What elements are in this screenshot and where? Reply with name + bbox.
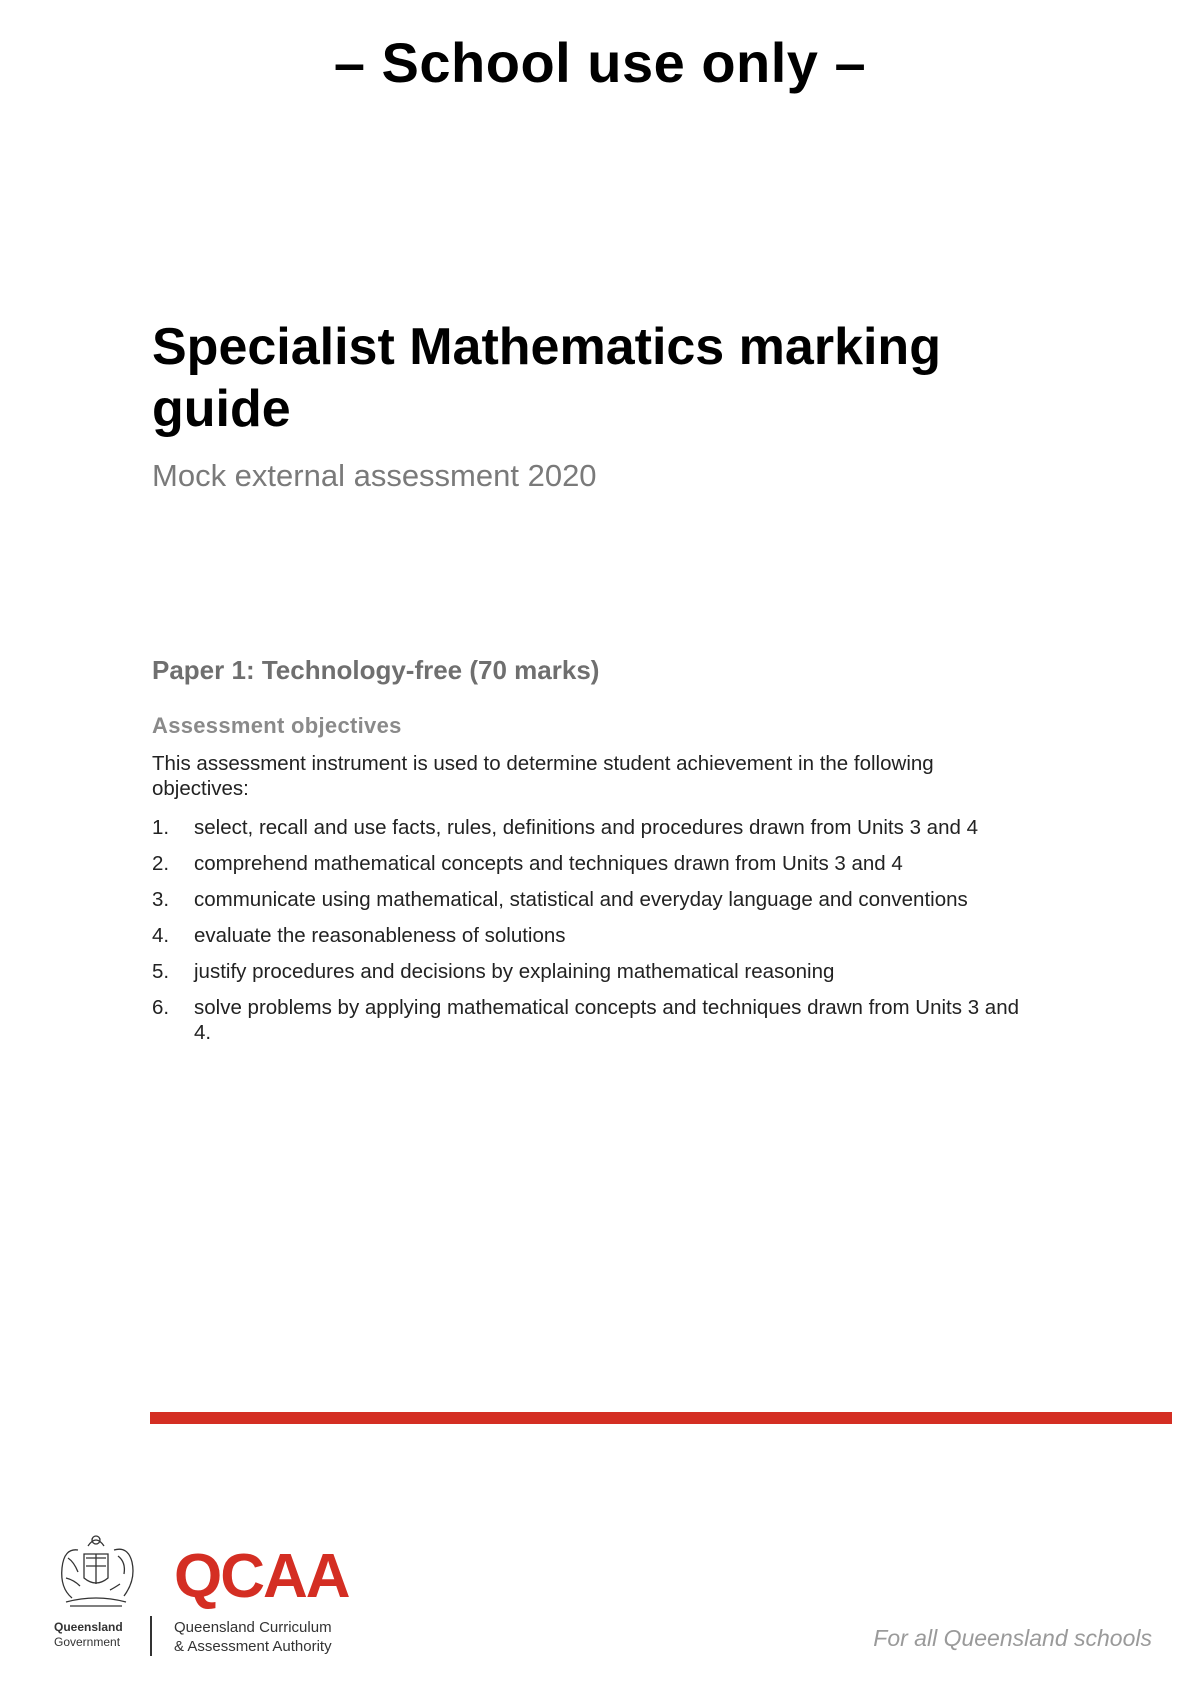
gov-line-1: Queensland [54, 1620, 123, 1634]
list-item-number: 5. [152, 960, 170, 983]
gov-line-2: Government [54, 1635, 121, 1649]
list-item [152, 815, 1032, 840]
document-subtitle: Mock external assessment 2020 [152, 458, 597, 493]
list-item-number: 3. [152, 888, 170, 911]
footer-tagline: For all Queensland schools [873, 1625, 1152, 1651]
document-title: Specialist Mathematics marking guide [152, 318, 941, 438]
queensland-government-wordmark [54, 1620, 123, 1650]
list-item-text: comprehend mathematical concepts and techniques drawn from Units 3 and 4 [194, 852, 903, 875]
objectives-intro: This assessment instrument is used to determine student achievement in the following objectives: [152, 752, 934, 800]
list-item-number: 4. [152, 924, 170, 947]
list-item [152, 995, 1032, 1045]
objectives-list [152, 815, 1032, 1056]
list-item-number: 2. [152, 852, 170, 875]
footer-red-rule [150, 1412, 1172, 1424]
list-item [152, 851, 1032, 876]
list-item-number: 1. [152, 816, 170, 839]
qcaa-name-line-2: & Assessment Authority [174, 1638, 332, 1655]
paper-heading: Paper 1: Technology-free (70 marks) [152, 655, 600, 685]
objectives-heading: Assessment objectives [152, 713, 402, 738]
list-item-number: 6. [152, 996, 170, 1019]
list-item-text: communicate using mathematical, statistical and everyday language and conventions [194, 888, 968, 911]
qcaa-name-line-1: Queensland Curriculum [174, 1619, 332, 1636]
list-item-text: solve problems by applying mathematical concepts and techniques drawn from Units 3 and 4. [194, 996, 1019, 1044]
list-item [152, 959, 1032, 984]
logo-divider [150, 1616, 152, 1656]
list-item [152, 923, 1032, 948]
qcaa-logo: QCAA [174, 1542, 349, 1611]
coat-of-arms-icon [48, 1528, 144, 1610]
list-item-text: evaluate the reasonableness of solutions [194, 924, 566, 947]
list-item [152, 887, 1032, 912]
school-use-banner: – School use only – [333, 31, 867, 94]
qcaa-full-name [174, 1618, 332, 1656]
list-item-text: select, recall and use facts, rules, definitions and procedures drawn from Units 3 and 4 [194, 816, 978, 839]
list-item-text: justify procedures and decisions by explaining mathematical reasoning [194, 960, 835, 983]
